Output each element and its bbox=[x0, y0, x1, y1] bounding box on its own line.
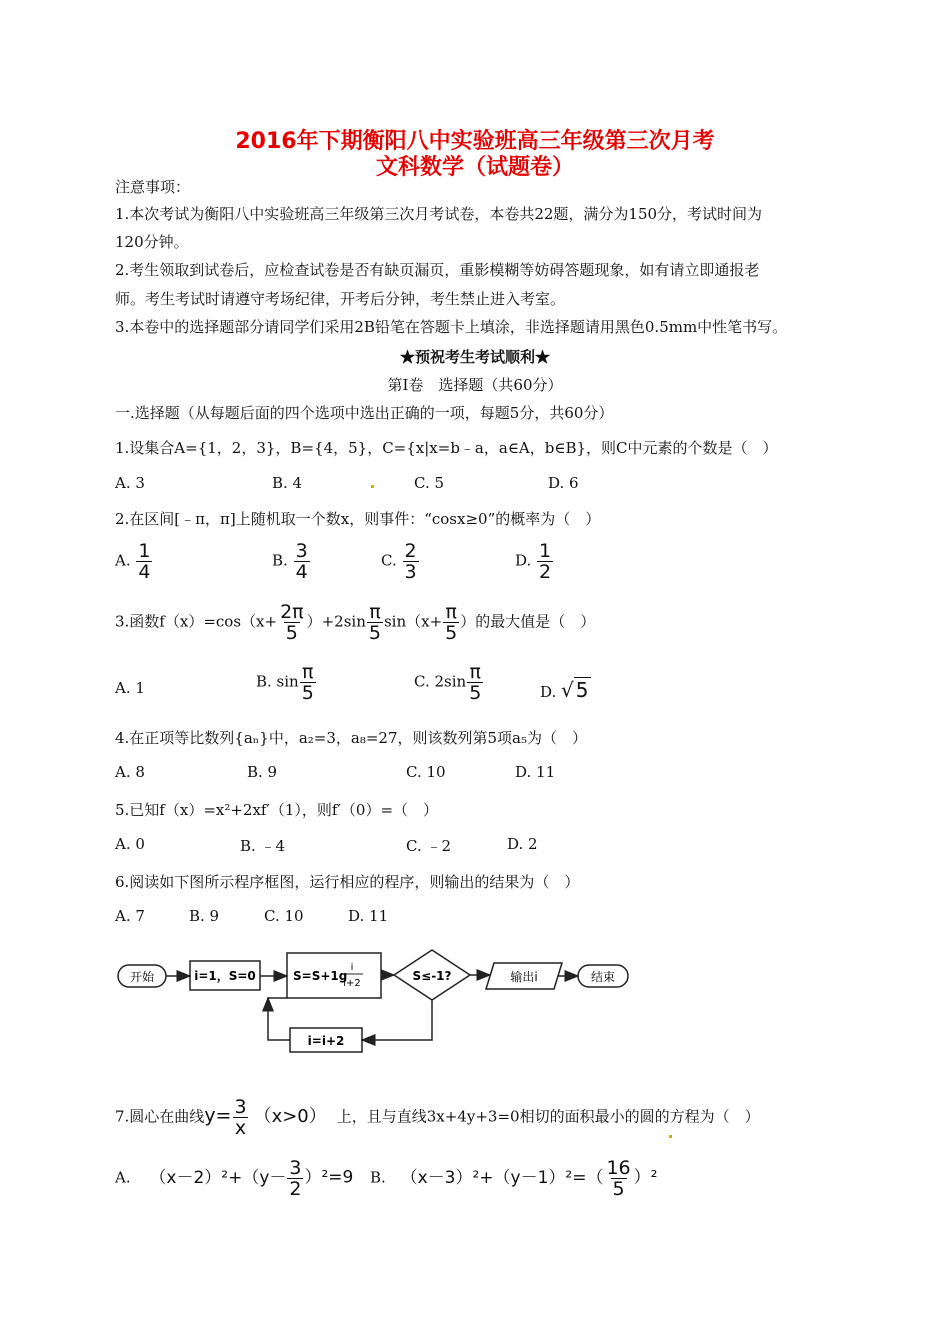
q2-option-b-label: B. bbox=[272, 551, 288, 570]
q3-option-c-label: C. 2sin bbox=[414, 672, 467, 691]
q2-option-b bbox=[272, 541, 311, 582]
q3-option-b-label: B. sin bbox=[256, 672, 299, 691]
q3-option-b-fraction bbox=[300, 662, 316, 703]
q7-curve-y: y= bbox=[204, 1104, 232, 1127]
exam-title: 2016年下期衡阳八中实验班高三年级第三次月考 bbox=[235, 129, 715, 154]
numerator: 1 bbox=[138, 540, 151, 562]
q7-option-b bbox=[370, 1158, 657, 1199]
q2-option-d bbox=[515, 541, 554, 582]
denominator: 5 bbox=[301, 682, 314, 704]
denominator: 2 bbox=[289, 1178, 302, 1200]
question-5-stem: 5.已知f（x）=x²+2xf′（1），则f′（0）=（ ） bbox=[115, 801, 439, 819]
numerator: π bbox=[302, 661, 314, 683]
q2-option-a-label: A. bbox=[115, 551, 131, 570]
flow-update-numerator: i bbox=[350, 962, 354, 973]
q4-option-d: D. 11 bbox=[515, 763, 556, 781]
flow-start-label: 开始 bbox=[129, 970, 155, 984]
numerator: 2 bbox=[404, 540, 417, 562]
program-flowchart bbox=[110, 945, 635, 1060]
note-3: 3.本卷中的选择题部分请同学们采用2B铅笔在答题卡上填涂，非选择题请用黑色0.5mm中性笔书写。 bbox=[115, 318, 788, 336]
q7-option-a-label: A. bbox=[115, 1168, 131, 1187]
q2-option-c-label: C. bbox=[381, 551, 397, 570]
section-title: 第Ⅰ卷 选择题（共60分） bbox=[387, 376, 563, 394]
denominator: 5 bbox=[445, 622, 458, 644]
notes-heading: 注意事项： bbox=[115, 178, 191, 196]
q5-option-d: D. 2 bbox=[507, 835, 538, 853]
q4-option-a: A. 8 bbox=[115, 763, 145, 781]
question-1-stem: 1.设集合A={1，2，3}，B={4，5}，C={x|x=b﹣a，a∈A，b∈B}，则C中元素的个数是（ ） bbox=[115, 439, 778, 457]
question-6-stem: 6.阅读如下图所示程序框图，运行相应的程序，则输出的结果为（ ） bbox=[115, 873, 580, 891]
flow-increment-label: i=i+2 bbox=[307, 1034, 345, 1048]
numerator: 2π bbox=[280, 601, 304, 623]
q7-option-b-fraction bbox=[604, 1158, 632, 1199]
q2-option-c-fraction bbox=[403, 541, 419, 582]
q3-stem-part1: 3.函数f（x）=cos（x+ bbox=[115, 612, 278, 631]
q3-fraction-pi-5-b bbox=[443, 602, 459, 643]
q7-stem-part2: 上，且与直线3x+4y+3=0相切的面积最小的圆 bbox=[336, 1107, 655, 1126]
question-7-stem bbox=[115, 1097, 760, 1138]
question-2-stem: 2.在区间[﹣π，π]上随机取一个数x，则事件：“cosx≥0”的概率为（ ） bbox=[115, 510, 601, 528]
q1-option-b: B. 4 bbox=[272, 474, 303, 492]
denominator: 5 bbox=[469, 682, 482, 704]
scan-speck bbox=[669, 1135, 672, 1138]
q7-curve-condition: （x>0） bbox=[253, 1105, 327, 1127]
sqrt-symbol: √ 5 bbox=[561, 678, 589, 702]
loop-back-line bbox=[268, 998, 290, 1040]
flow-output-label: 输出i bbox=[510, 970, 538, 984]
q2-option-d-fraction bbox=[537, 541, 553, 582]
numerator: π bbox=[469, 661, 481, 683]
q6-option-d: D. 11 bbox=[348, 907, 389, 925]
q7-option-b-part2: ）² bbox=[633, 1167, 658, 1188]
q3-fraction-pi-5-a bbox=[367, 602, 383, 643]
q3-stem-part4: ）的最大值是（ ） bbox=[460, 612, 596, 631]
denominator: 5 bbox=[368, 622, 381, 644]
q3-option-a: A. 1 bbox=[115, 679, 145, 697]
q3-option-c bbox=[414, 662, 484, 703]
sqrt-radicand: 5 bbox=[575, 678, 589, 702]
good-luck-banner: ★预祝考生考试顺利★ bbox=[399, 348, 550, 366]
q6-option-a: A. 7 bbox=[115, 907, 145, 925]
q3-stem-part3: sin（x+ bbox=[383, 612, 443, 631]
q3-option-d-label: D. bbox=[540, 683, 557, 701]
numerator: 3 bbox=[289, 1157, 302, 1179]
q6-option-b: B. 9 bbox=[189, 907, 220, 925]
flow-end-label: 结束 bbox=[590, 970, 616, 984]
q7-stem-part1: 7.圆心在曲线 bbox=[115, 1107, 205, 1126]
exam-subtitle: 文科数学（试题卷） bbox=[375, 155, 574, 180]
flow-condition-label: S≤-1? bbox=[412, 969, 452, 983]
q1-option-a: A. 3 bbox=[115, 474, 145, 492]
denominator: 5 bbox=[612, 1178, 625, 1200]
scan-speck bbox=[371, 485, 374, 488]
denominator: 4 bbox=[295, 561, 308, 583]
q7-option-b-label: B. bbox=[370, 1168, 386, 1187]
q3-option-d bbox=[540, 678, 591, 702]
q3-fraction-2pi-5 bbox=[278, 602, 306, 643]
flow-init-label: i=1，S=0 bbox=[194, 969, 256, 983]
q2-option-a-fraction bbox=[136, 541, 152, 582]
q7-curve-fraction bbox=[232, 1097, 248, 1138]
q1-option-c: C. 5 bbox=[414, 474, 445, 492]
numerator: 16 bbox=[606, 1157, 631, 1179]
q2-option-b-fraction bbox=[294, 541, 310, 582]
q3-stem-part2: ）+2sin bbox=[306, 612, 366, 631]
denominator: 4 bbox=[138, 561, 151, 583]
q7-option-b-part1: （x－3）²+（y－1）²=（ bbox=[400, 1167, 604, 1188]
numerator: π bbox=[369, 601, 381, 623]
q7-option-a-part1: （x－2）²+（y－ bbox=[149, 1167, 287, 1188]
q1-option-d: D. 6 bbox=[548, 474, 579, 492]
numerator: 1 bbox=[539, 540, 552, 562]
q4-option-b: B. 9 bbox=[247, 763, 278, 781]
section-instruction: 一.选择题（从每题后面的四个选项中选出正确的一项，每题5分，共60分） bbox=[115, 404, 614, 422]
question-3-stem bbox=[115, 602, 595, 643]
q7-stem-part3: 的方程为（ ） bbox=[654, 1107, 760, 1126]
q2-option-d-label: D. bbox=[515, 551, 532, 570]
denominator: 3 bbox=[404, 561, 417, 583]
flow-update-denominator: i+2 bbox=[343, 978, 361, 989]
denominator: 2 bbox=[539, 561, 552, 583]
numerator: 3 bbox=[295, 540, 308, 562]
denominator: x bbox=[234, 1117, 247, 1139]
note-2-line1: 2.考生领取到试卷后，应检查试卷是否有缺页漏页，重影模糊等妨碍答题现象，如有请立即通报老 bbox=[115, 261, 760, 279]
q5-option-a: A. 0 bbox=[115, 835, 145, 853]
numerator: π bbox=[445, 601, 457, 623]
q3-option-c-fraction bbox=[467, 662, 483, 703]
q3-option-b bbox=[256, 662, 317, 703]
q7-option-a-part2: ）²=9 bbox=[304, 1167, 354, 1188]
q6-option-c: C. 10 bbox=[264, 907, 304, 925]
denominator: 5 bbox=[285, 622, 298, 644]
numerator: 3 bbox=[234, 1096, 247, 1118]
q2-option-c bbox=[381, 541, 420, 582]
q7-option-a bbox=[115, 1158, 353, 1199]
q5-option-c: C. ﹣2 bbox=[406, 837, 452, 855]
note-1-line2: 120分钟。 bbox=[115, 233, 189, 251]
arrow-cond-increment bbox=[362, 1000, 432, 1040]
note-2-line2: 师。考生考试时请遵守考场纪律，开考后分钟，考生禁止进入考室。 bbox=[115, 290, 566, 308]
flow-update-label: S=S+1g bbox=[293, 969, 348, 983]
q4-option-c: C. 10 bbox=[406, 763, 446, 781]
q5-option-b: B. ﹣4 bbox=[240, 837, 286, 855]
question-4-stem: 4.在正项等比数列{aₙ}中，a₂=3，a₈=27，则该数列第5项a₅为（ ） bbox=[115, 729, 588, 747]
note-1-line1: 1.本次考试为衡阳八中实验班高三年级第三次月考试卷，本卷共22题，满分为150分，考试时间为 bbox=[115, 205, 763, 223]
q7-option-a-fraction bbox=[287, 1158, 303, 1199]
q2-option-a bbox=[115, 541, 153, 582]
